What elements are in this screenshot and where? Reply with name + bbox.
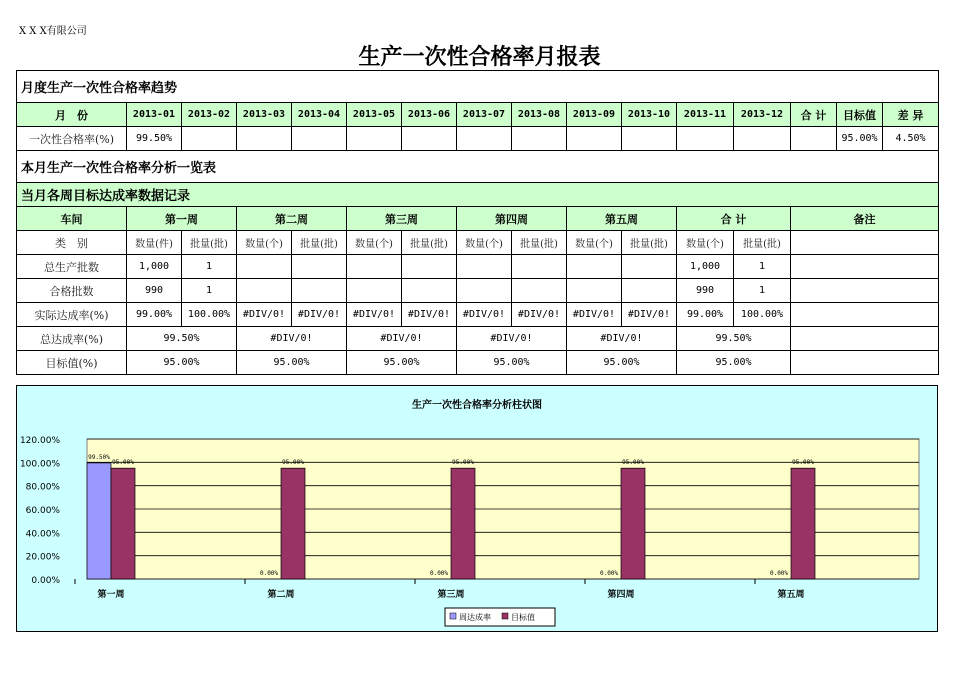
data-label: 95.00% bbox=[792, 459, 814, 467]
month-value-cell[interactable] bbox=[677, 127, 734, 151]
sub-header: 批量(批) bbox=[622, 231, 677, 255]
month-value-cell[interactable] bbox=[292, 127, 347, 151]
month-cell[interactable]: 2013-10 bbox=[622, 103, 677, 127]
table-cell[interactable]: 99.50% bbox=[677, 327, 791, 351]
data-label: 95.00% bbox=[622, 459, 644, 467]
sub-header: 数量(个) bbox=[237, 231, 292, 255]
month-value-cell[interactable] bbox=[622, 127, 677, 151]
y-tick-label: 100.00% bbox=[19, 459, 60, 470]
row-label: 总达成率(%) bbox=[17, 327, 127, 351]
bar bbox=[87, 463, 111, 579]
data-label: 95.00% bbox=[452, 459, 474, 467]
month-value-cell[interactable] bbox=[567, 127, 622, 151]
month-cell[interactable]: 2013-06 bbox=[402, 103, 457, 127]
table-cell[interactable]: 990 bbox=[677, 279, 734, 303]
row-label: 实际达成率(%) bbox=[17, 303, 127, 327]
month-cell[interactable]: 2013-01 bbox=[127, 103, 182, 127]
month-value-cell[interactable] bbox=[402, 127, 457, 151]
table-cell[interactable]: 95.00% bbox=[457, 351, 567, 375]
remark-cell[interactable] bbox=[791, 303, 939, 327]
table-cell[interactable] bbox=[567, 279, 622, 303]
data-label: 0.00% bbox=[259, 570, 279, 577]
table-cell[interactable]: #DIV/0! bbox=[512, 303, 567, 327]
category-header: 类 别 bbox=[17, 231, 127, 255]
month-cell[interactable]: 2013-04 bbox=[292, 103, 347, 127]
table-cell[interactable] bbox=[292, 255, 347, 279]
y-tick-label: 0.00% bbox=[31, 576, 60, 586]
table-cell[interactable]: 1,000 bbox=[127, 255, 182, 279]
table-cell[interactable]: 1 bbox=[734, 255, 791, 279]
legend-label: 周达成率 bbox=[459, 613, 491, 622]
week-header: 第五周 bbox=[567, 207, 677, 231]
sub-header: 数量(个) bbox=[457, 231, 512, 255]
table-cell[interactable] bbox=[237, 279, 292, 303]
month-value-cell[interactable] bbox=[347, 127, 402, 151]
table-cell[interactable]: 1 bbox=[182, 279, 237, 303]
table-cell[interactable]: 99.00% bbox=[677, 303, 734, 327]
table-cell[interactable]: #DIV/0! bbox=[237, 303, 292, 327]
table-cell[interactable]: 99.50% bbox=[127, 327, 237, 351]
table-cell[interactable]: 95.00% bbox=[237, 351, 347, 375]
table-cell[interactable]: #DIV/0! bbox=[237, 327, 347, 351]
month-value-cell[interactable] bbox=[512, 127, 567, 151]
table-cell[interactable] bbox=[347, 255, 402, 279]
month-cell[interactable]: 2013-05 bbox=[347, 103, 402, 127]
table-cell[interactable] bbox=[457, 255, 512, 279]
table-cell[interactable]: 100.00% bbox=[182, 303, 237, 327]
month-cell[interactable]: 2013-09 bbox=[567, 103, 622, 127]
month-header: 月 份 bbox=[17, 103, 127, 127]
total-header: 合 计 bbox=[677, 207, 791, 231]
table-cell[interactable]: #DIV/0! bbox=[567, 327, 677, 351]
month-cell[interactable]: 2013-08 bbox=[512, 103, 567, 127]
x-tick-label: 第四周 bbox=[607, 590, 635, 600]
table-cell[interactable] bbox=[402, 255, 457, 279]
table-cell[interactable] bbox=[512, 279, 567, 303]
table-cell[interactable]: 95.00% bbox=[677, 351, 791, 375]
table-cell[interactable] bbox=[512, 255, 567, 279]
weekly-record-title: 当月各周目标达成率数据记录 bbox=[17, 183, 939, 207]
data-label: 0.00% bbox=[769, 570, 789, 577]
x-tick-label: 第二周 bbox=[267, 590, 295, 600]
legend-swatch bbox=[502, 613, 508, 619]
sub-header: 批量(批) bbox=[292, 231, 347, 255]
y-tick-label: 60.00% bbox=[25, 506, 60, 516]
table-cell[interactable] bbox=[622, 255, 677, 279]
table-cell[interactable] bbox=[622, 279, 677, 303]
table-cell[interactable]: 100.00% bbox=[734, 303, 791, 327]
month-value-cell[interactable] bbox=[457, 127, 512, 151]
total-header: 合 计 bbox=[791, 103, 837, 127]
remark-header: 备注 bbox=[791, 207, 939, 231]
table-cell[interactable]: #DIV/0! bbox=[457, 303, 512, 327]
table-cell[interactable]: #DIV/0! bbox=[622, 303, 677, 327]
data-label: 95.00% bbox=[112, 459, 134, 467]
diff-value-cell[interactable]: 4.50% bbox=[883, 127, 939, 151]
table-cell[interactable]: 990 bbox=[127, 279, 182, 303]
sub-header: 批量(批) bbox=[512, 231, 567, 255]
sub-header: 数量(个) bbox=[677, 231, 734, 255]
table-cell[interactable] bbox=[237, 255, 292, 279]
bar bbox=[791, 468, 815, 579]
y-tick-label: 80.00% bbox=[25, 482, 60, 493]
sub-header: 批量(批) bbox=[402, 231, 457, 255]
table-cell[interactable]: 1,000 bbox=[677, 255, 734, 279]
remark-cell[interactable] bbox=[791, 231, 939, 255]
bar bbox=[281, 468, 305, 579]
month-cell[interactable]: 2013-11 bbox=[677, 103, 734, 127]
data-label: 0.00% bbox=[429, 570, 449, 577]
x-tick-label: 第五周 bbox=[777, 590, 805, 600]
y-tick-label: 120.00% bbox=[19, 436, 60, 446]
target-value-cell[interactable]: 95.00% bbox=[837, 127, 883, 151]
x-tick-label: 第一周 bbox=[97, 590, 125, 600]
remark-cell[interactable] bbox=[791, 351, 939, 375]
table-cell[interactable] bbox=[292, 279, 347, 303]
y-tick-label: 40.00% bbox=[25, 529, 60, 540]
table-cell[interactable]: #DIV/0! bbox=[567, 303, 622, 327]
bar bbox=[451, 468, 475, 579]
table-cell[interactable]: 95.00% bbox=[347, 351, 457, 375]
analysis-title: 本月生产一次性合格率分析一览表 bbox=[17, 151, 939, 183]
x-tick-label: 第三周 bbox=[437, 590, 465, 600]
workshop-header: 车间 bbox=[17, 207, 127, 231]
month-value-cell[interactable]: 99.50% bbox=[127, 127, 182, 151]
report-table bbox=[16, 70, 939, 375]
sub-header: 数量(个) bbox=[567, 231, 622, 255]
legend-swatch bbox=[450, 613, 456, 619]
table-cell[interactable] bbox=[402, 279, 457, 303]
month-cell[interactable]: 2013-02 bbox=[182, 103, 237, 127]
week-header: 第一周 bbox=[127, 207, 237, 231]
table-cell[interactable]: #DIV/0! bbox=[347, 327, 457, 351]
table-cell[interactable]: #DIV/0! bbox=[457, 327, 567, 351]
week-header: 第三周 bbox=[347, 207, 457, 231]
bar bbox=[621, 468, 645, 579]
total-value-cell[interactable] bbox=[791, 127, 837, 151]
table-cell[interactable] bbox=[457, 279, 512, 303]
month-value-cell[interactable] bbox=[734, 127, 791, 151]
table-cell[interactable]: 1 bbox=[734, 279, 791, 303]
row-label: 合格批数 bbox=[17, 279, 127, 303]
company-name: X X X有限公司 bbox=[19, 26, 87, 37]
sub-header: 批量(批) bbox=[734, 231, 791, 255]
page-title: 生产一次性合格率月报表 bbox=[358, 44, 601, 70]
sub-header: 数量(件) bbox=[127, 231, 182, 255]
monthly-trend-title: 月度生产一次性合格率趋势 bbox=[17, 71, 939, 103]
bar bbox=[111, 468, 135, 579]
data-label: 0.00% bbox=[599, 570, 619, 577]
legend-label: 目标值 bbox=[511, 613, 535, 622]
sub-header: 数量(个) bbox=[347, 231, 402, 255]
data-label: 99.50% bbox=[88, 453, 110, 461]
table-cell[interactable]: #DIV/0! bbox=[347, 303, 402, 327]
bar-chart[interactable] bbox=[16, 385, 938, 632]
pass-rate-label: 一次性合格率(%) bbox=[17, 127, 127, 151]
month-value-cell[interactable] bbox=[182, 127, 237, 151]
month-value-cell[interactable] bbox=[237, 127, 292, 151]
table-cell[interactable]: 95.00% bbox=[567, 351, 677, 375]
remark-cell[interactable] bbox=[791, 255, 939, 279]
data-label: 95.00% bbox=[282, 459, 304, 467]
remark-cell[interactable] bbox=[791, 327, 939, 351]
month-cell[interactable]: 2013-07 bbox=[457, 103, 512, 127]
sub-header: 批量(批) bbox=[182, 231, 237, 255]
month-cell[interactable]: 2013-03 bbox=[237, 103, 292, 127]
row-label: 总生产批数 bbox=[17, 255, 127, 279]
table-cell[interactable]: #DIV/0! bbox=[292, 303, 347, 327]
table-cell[interactable]: 95.00% bbox=[127, 351, 237, 375]
chart-title: 生产一次性合格率分析柱状图 bbox=[412, 400, 542, 411]
remark-cell[interactable] bbox=[791, 279, 939, 303]
y-tick-label: 20.00% bbox=[25, 552, 60, 563]
week-header: 第四周 bbox=[457, 207, 567, 231]
table-cell[interactable]: #DIV/0! bbox=[402, 303, 457, 327]
chart-canvas bbox=[17, 386, 937, 631]
table-cell[interactable] bbox=[567, 255, 622, 279]
target-header: 目标值 bbox=[837, 103, 883, 127]
row-label: 目标值(%) bbox=[17, 351, 127, 375]
diff-header: 差 异 bbox=[883, 103, 939, 127]
month-cell[interactable]: 2013-12 bbox=[734, 103, 791, 127]
table-cell[interactable]: 1 bbox=[182, 255, 237, 279]
week-header: 第二周 bbox=[237, 207, 347, 231]
table-cell[interactable] bbox=[347, 279, 402, 303]
table-cell[interactable]: 99.00% bbox=[127, 303, 182, 327]
